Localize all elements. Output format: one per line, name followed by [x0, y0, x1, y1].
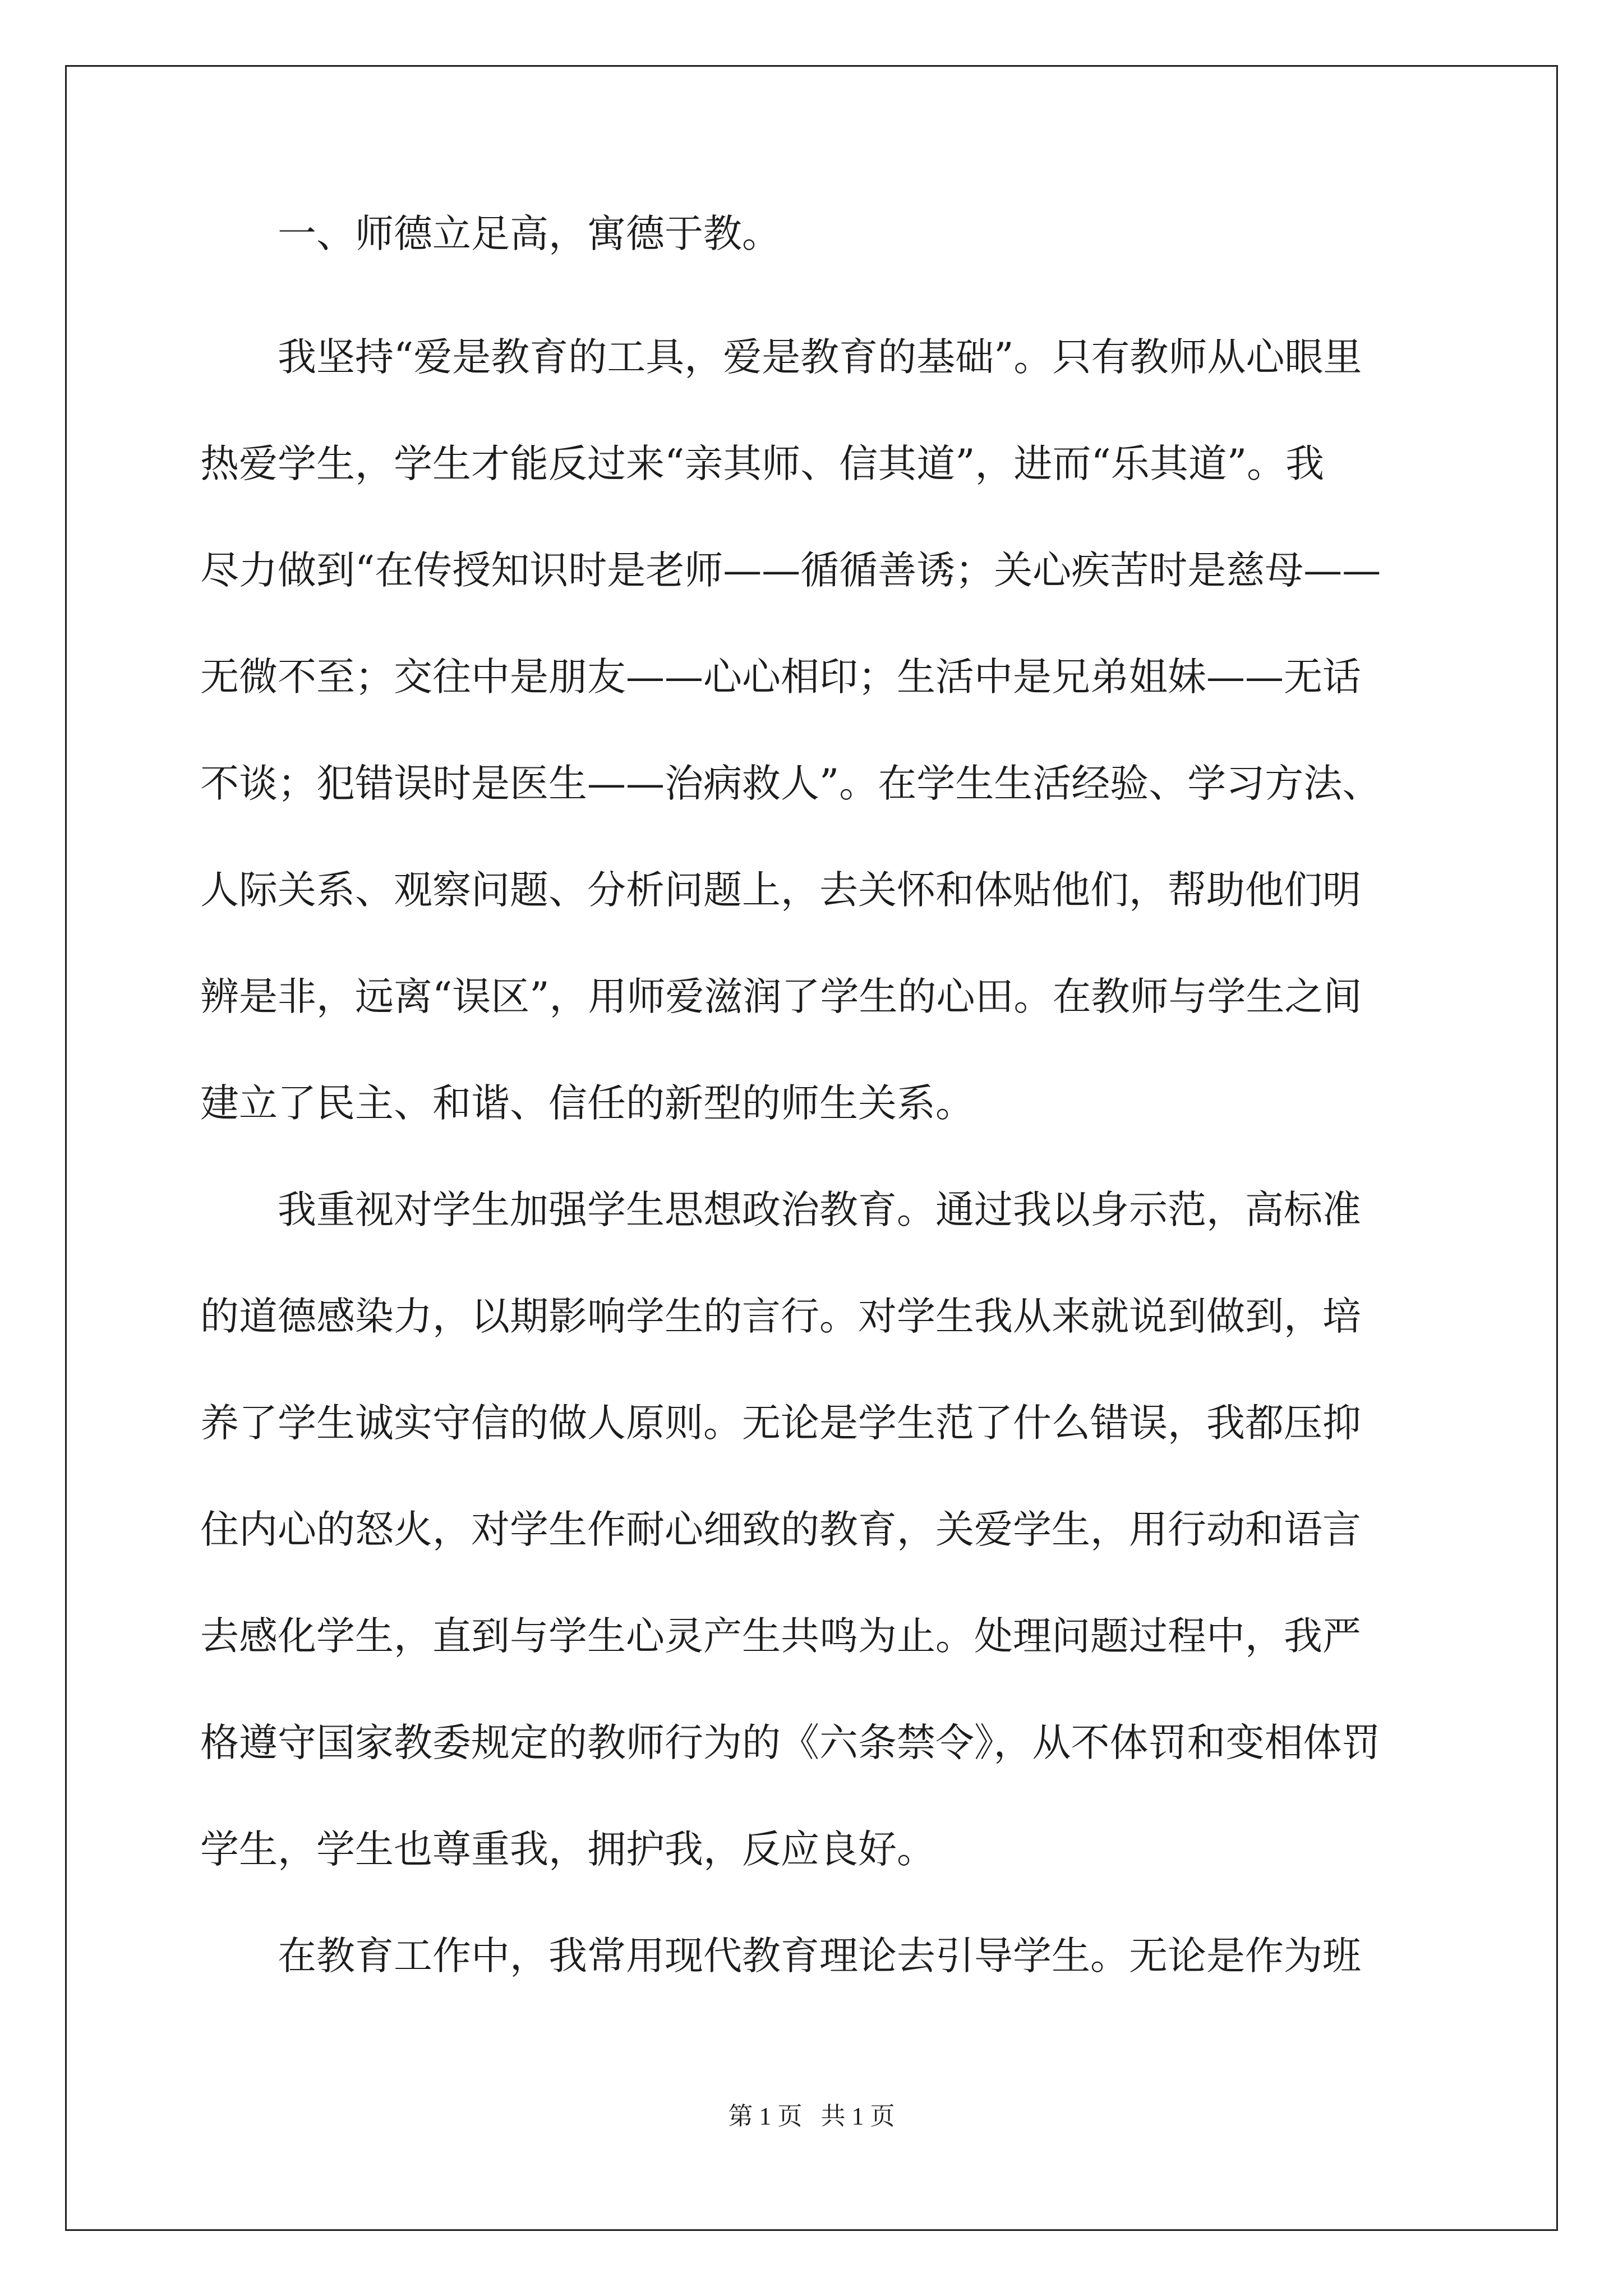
text-line-16: 学生，学生也尊重我，拥护我，反应良好。 — [200, 1827, 935, 1872]
text-line-15: 格遵守国家教委规定的教师行为的《六条禁令》，从不体罚和变相体罚 — [200, 1720, 1381, 1765]
text-line-13: 住内心的怒火，对学生作耐心细致的教育，关爱学生，用行动和语言 — [200, 1507, 1361, 1552]
text-line-3: 热爱学生，学生才能反过来“亲其师、信其道”，进而“乐其道”。我 — [200, 441, 1325, 486]
text-line-5: 无微不至；交往中是朋友——心心相印；生活中是兄弟姐妹——无话 — [200, 655, 1361, 700]
text-line-2: 我坚持“爱是教育的工具，爱是教育的基础”。只有教师从心眼里 — [200, 335, 1362, 380]
page-border — [65, 65, 1558, 2231]
text-line-6: 不谈；犯错误时是医生——治病救人”。在学生生活经验、学习方法、 — [200, 761, 1381, 806]
text-line-11: 的道德感染力，以期影响学生的言行。对学生我从来就说到做到，培 — [200, 1294, 1361, 1339]
text-line-14: 去感化学生，直到与学生心灵产生共鸣为止。处理问题过程中，我严 — [200, 1614, 1361, 1659]
text-line-7: 人际关系、观察问题、分析问题上，去关怀和体贴他们，帮助他们明 — [200, 868, 1361, 913]
text-line-10: 我重视对学生加强学生思想政治教育。通过我以身示范，高标准 — [200, 1188, 1361, 1232]
text-line-1: 一、师德立足高，寓德于教。 — [200, 211, 781, 256]
text-line-12: 养了学生诚实守信的做人原则。无论是学生范了什么错误，我都压抑 — [200, 1401, 1361, 1446]
page-footer: 第 1 页 共 1 页 — [728, 2102, 895, 2130]
text-line-9: 建立了民主、和谐、信任的新型的师生关系。 — [200, 1081, 974, 1126]
text-line-8: 辨是非，远离“误区”，用师爱滋润了学生的心田。在教师与学生之间 — [200, 974, 1362, 1019]
text-line-17: 在教育工作中，我常用现代教育理论去引导学生。无论是作为班 — [200, 1934, 1361, 1978]
text-line-4: 尽力做到“在传授知识时是老师——循循善诱；关心疾苦时是慈母—— — [200, 548, 1381, 593]
